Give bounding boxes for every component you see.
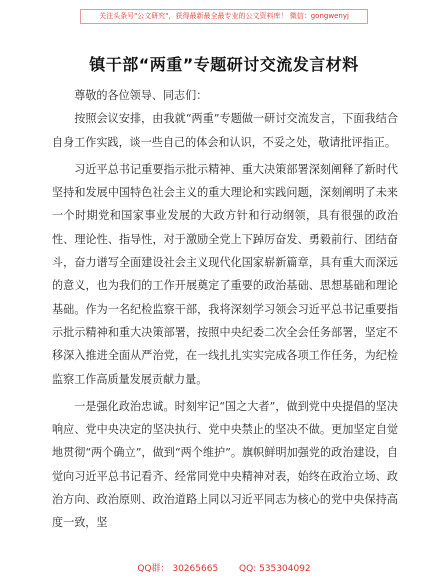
paragraph-intro: 按照会议安排，由我就“两重”专题做一研讨交流发言，下面我结合自身工作实践，谈一些自己的体会和认识，不妥之处，敬请批评指正。 <box>52 112 398 149</box>
greeting: 尊敬的各位领导、同志们： <box>74 89 208 102</box>
document-body <box>52 84 398 535</box>
header-banner: 关注头条号"公文研究"，获得最新最全最专业的公文资料库！ 微信：gongwenyj <box>80 9 368 24</box>
footer-qq: QQ: 535304092 <box>239 564 311 574</box>
paragraph-main: 习近平总书记重要指示批示精神、重大决策部署深刻阐释了新时代坚持和发展中国特色社会主义的重大理论和实践问题，深刻阐明了未来一个时期党和国家事业发展的大政方针和行动纲领，具有很强的政治性、理论性、指导性，对于激励全党上下踔厉奋发、勇毅前行、团结奋斗，奋力谱写全面建设社会主义现代化国家崭新篇章，具有重大而深远的意义，也为我们的工作开展奠定了重要的政治基础、思想基础和理论基础。作为一名纪检监察干部，我将深刻学习领会习近平总书记重要指示批示精神和重大决策部署，按照中央纪委二次全会任务部署，坚定不移深入推进全面从严治党，在一线扎扎实实完成各项工作任务，为纪检监察工作高质量发展贡献力量。 <box>52 162 398 386</box>
footer-contact <box>0 561 448 574</box>
footer-qq-group: QQ群： 30265665 <box>137 564 219 574</box>
paragraph-point-one: 一是强化政治忠诚。时刻牢记“国之大者”，做到党中央提倡的坚决响应、党中央决定的坚决执行、党中央禁止的坚决不做。更加坚定自觉地贯彻“两个确立”，做到“两个维护”。旗帜鲜明加强党的政治建设，自觉向习近平总书记看齐、经常同党中央精神对表，始终在政治立场、政治方向、政治原则、政治道路上同以习近平同志为核心的党中央保持高度一致，坚 <box>52 399 398 530</box>
document-title: 镇干部“两重”专题研讨交流发言材料 <box>89 55 359 74</box>
